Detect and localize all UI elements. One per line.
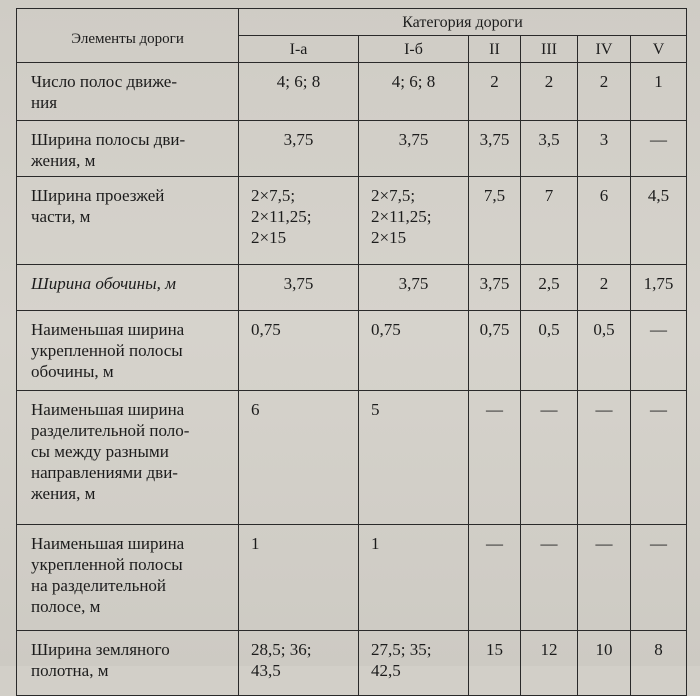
cell-cat-1a	[239, 121, 359, 177]
cell-cat-1a	[239, 63, 359, 121]
cell-cat-1a	[239, 391, 359, 525]
row-label-line: Ширина проезжей	[31, 186, 165, 205]
cell-value: 1	[251, 534, 260, 553]
cell-value: 2×7,5;	[251, 186, 296, 205]
cell-value: 15	[486, 640, 503, 659]
row-label-line: сы между разными	[31, 442, 169, 461]
row-label-line: жения, м	[31, 151, 96, 170]
cell-cat-5	[631, 265, 687, 311]
cell-value: 7,5	[483, 186, 506, 205]
cell-value: 1	[654, 72, 663, 91]
cell-cat-2	[469, 177, 521, 265]
table-row	[17, 311, 687, 391]
cell-value: 2,5	[538, 274, 560, 293]
table-row	[17, 63, 687, 121]
cell-value: 3,75	[283, 274, 314, 293]
cell-cat-1a	[239, 525, 359, 631]
cell-cat-5	[631, 631, 687, 696]
cell-value: —	[595, 534, 613, 553]
row-label-line: ния	[31, 93, 58, 112]
cell-cat-3	[521, 63, 578, 121]
table-row	[17, 177, 687, 265]
cell-value: 1	[371, 534, 380, 553]
cell-value: —	[486, 534, 503, 553]
cell-cat-4	[578, 265, 631, 311]
cell-cat-1a	[239, 265, 359, 311]
table-row	[17, 525, 687, 631]
cell-cat-1a	[239, 631, 359, 696]
cell-cat-1b	[359, 391, 469, 525]
row-label-line: разделительной поло-	[31, 421, 190, 440]
row-label	[17, 631, 239, 696]
cell-cat-2	[469, 311, 521, 391]
cell-cat-5	[631, 311, 687, 391]
cell-cat-5	[631, 391, 687, 525]
cell-value: 2×7,5;	[371, 186, 416, 205]
table-row	[17, 265, 687, 311]
cell-value: 3,75	[479, 274, 510, 293]
cell-cat-1b	[359, 265, 469, 311]
cell-value: 6	[599, 186, 609, 205]
cell-value: 42,5	[371, 661, 401, 680]
header-cat-5: V	[631, 36, 687, 63]
cell-cat-1a	[239, 177, 359, 265]
row-label	[17, 177, 239, 265]
cell-value: —	[650, 534, 667, 553]
cell-cat-2	[469, 121, 521, 177]
cell-cat-4	[578, 311, 631, 391]
header-cat-4: IV	[578, 36, 631, 63]
header-cat-2: II	[469, 36, 521, 63]
cell-value: —	[650, 320, 667, 339]
cell-cat-1b	[359, 177, 469, 265]
cell-cat-3	[521, 311, 578, 391]
cell-cat-3	[521, 177, 578, 265]
cell-value: 3,75	[398, 130, 429, 149]
cell-value: 2×15	[251, 228, 287, 247]
cell-cat-1b	[359, 311, 469, 391]
row-label	[17, 121, 239, 177]
cell-cat-2	[469, 63, 521, 121]
row-label	[17, 525, 239, 631]
cell-value: 0,75	[479, 320, 510, 339]
cell-value: —	[650, 130, 667, 149]
row-label-line: Наименьшая ширина	[31, 534, 185, 553]
cell-value: 3,75	[283, 130, 314, 149]
cell-value: —	[595, 400, 613, 419]
cell-value: 4; 6; 8	[391, 72, 436, 91]
row-label-line: Число полос движе-	[31, 72, 178, 91]
cell-value: 0,75	[251, 320, 281, 339]
cell-cat-2	[469, 631, 521, 696]
cell-cat-3	[521, 121, 578, 177]
cell-value: 1,75	[643, 274, 674, 293]
cell-cat-1b	[359, 121, 469, 177]
cell-value: 28,5; 36;	[251, 640, 312, 659]
row-label-line: Наименьшая ширина	[31, 400, 185, 419]
cell-cat-2	[469, 391, 521, 525]
cell-value: 2	[490, 72, 499, 91]
cell-value: —	[540, 534, 558, 553]
cell-cat-4	[578, 631, 631, 696]
cell-value: 0,75	[371, 320, 401, 339]
row-label-line: Ширина полосы дви-	[31, 130, 186, 149]
road-category-table	[16, 8, 687, 696]
cell-value: —	[486, 400, 503, 419]
cell-value: 2×15	[371, 228, 407, 247]
cell-value: 8	[654, 640, 663, 659]
cell-cat-4	[578, 121, 631, 177]
cell-value: —	[650, 400, 667, 419]
cell-cat-4	[578, 391, 631, 525]
cell-value: 3	[599, 130, 609, 149]
row-label	[17, 63, 239, 121]
row-label-line: полосе, м	[31, 597, 101, 616]
cell-cat-1b	[359, 63, 469, 121]
cell-cat-5	[631, 177, 687, 265]
cell-value: 3,75	[398, 274, 429, 293]
cell-cat-2	[469, 265, 521, 311]
cell-cat-1a	[239, 311, 359, 391]
row-label-line: на разделительной	[31, 576, 167, 595]
cell-cat-3	[521, 265, 578, 311]
row-label-line: укрепленной полосы	[31, 555, 183, 574]
cell-value: 4; 6; 8	[276, 72, 321, 91]
cell-value: 6	[251, 400, 260, 419]
row-label-line: направлениями дви-	[31, 463, 178, 482]
cell-value: —	[540, 400, 558, 419]
row-label	[17, 311, 239, 391]
cell-cat-1b	[359, 525, 469, 631]
cell-cat-2	[469, 525, 521, 631]
table-row	[17, 121, 687, 177]
cell-cat-5	[631, 63, 687, 121]
row-label-line: Ширина земляного	[31, 640, 170, 659]
row-label	[17, 391, 239, 525]
cell-cat-3	[521, 525, 578, 631]
cell-value: 2×11,25;	[371, 207, 432, 226]
header-cat-1a: I-а	[239, 36, 359, 63]
cell-value: 2	[544, 72, 554, 91]
cell-cat-4	[578, 525, 631, 631]
cell-cat-4	[578, 177, 631, 265]
cell-cat-5	[631, 121, 687, 177]
cell-value: 5	[371, 400, 380, 419]
row-label-line: полотна, м	[31, 661, 109, 680]
cell-value: 2×11,25;	[251, 207, 312, 226]
cell-value: 43,5	[251, 661, 281, 680]
row-label-line: Ширина обочины, м	[31, 274, 176, 293]
cell-value: 3,5	[538, 130, 560, 149]
cell-cat-5	[631, 525, 687, 631]
row-label-line: жения, м	[31, 484, 96, 503]
cell-cat-1b	[359, 631, 469, 696]
header-cat-3: III	[521, 36, 578, 63]
row-label	[17, 265, 239, 311]
header-category: Категория дороги	[239, 9, 687, 36]
header-elements: Элементы дороги	[17, 9, 239, 63]
cell-cat-4	[578, 63, 631, 121]
row-label-line: части, м	[31, 207, 91, 226]
header-cat-1b: I-б	[359, 36, 469, 63]
cell-value: 4,5	[647, 186, 670, 205]
table-row	[17, 391, 687, 525]
row-label-line: укрепленной полосы	[31, 341, 183, 360]
row-label-line: обочины, м	[31, 362, 114, 381]
cell-value: 2	[599, 72, 609, 91]
cell-value: 0,5	[593, 320, 615, 339]
cell-value: 7	[544, 186, 554, 205]
cell-value: 27,5; 35;	[371, 640, 432, 659]
cell-value: 12	[540, 640, 558, 659]
cell-value: 0,5	[538, 320, 560, 339]
cell-cat-3	[521, 631, 578, 696]
row-label-line: Наименьшая ширина	[31, 320, 185, 339]
cell-value: 10	[595, 640, 613, 659]
cell-value: 3,75	[479, 130, 510, 149]
cell-cat-3	[521, 391, 578, 525]
cell-value: 2	[599, 274, 609, 293]
table-row	[17, 631, 687, 696]
